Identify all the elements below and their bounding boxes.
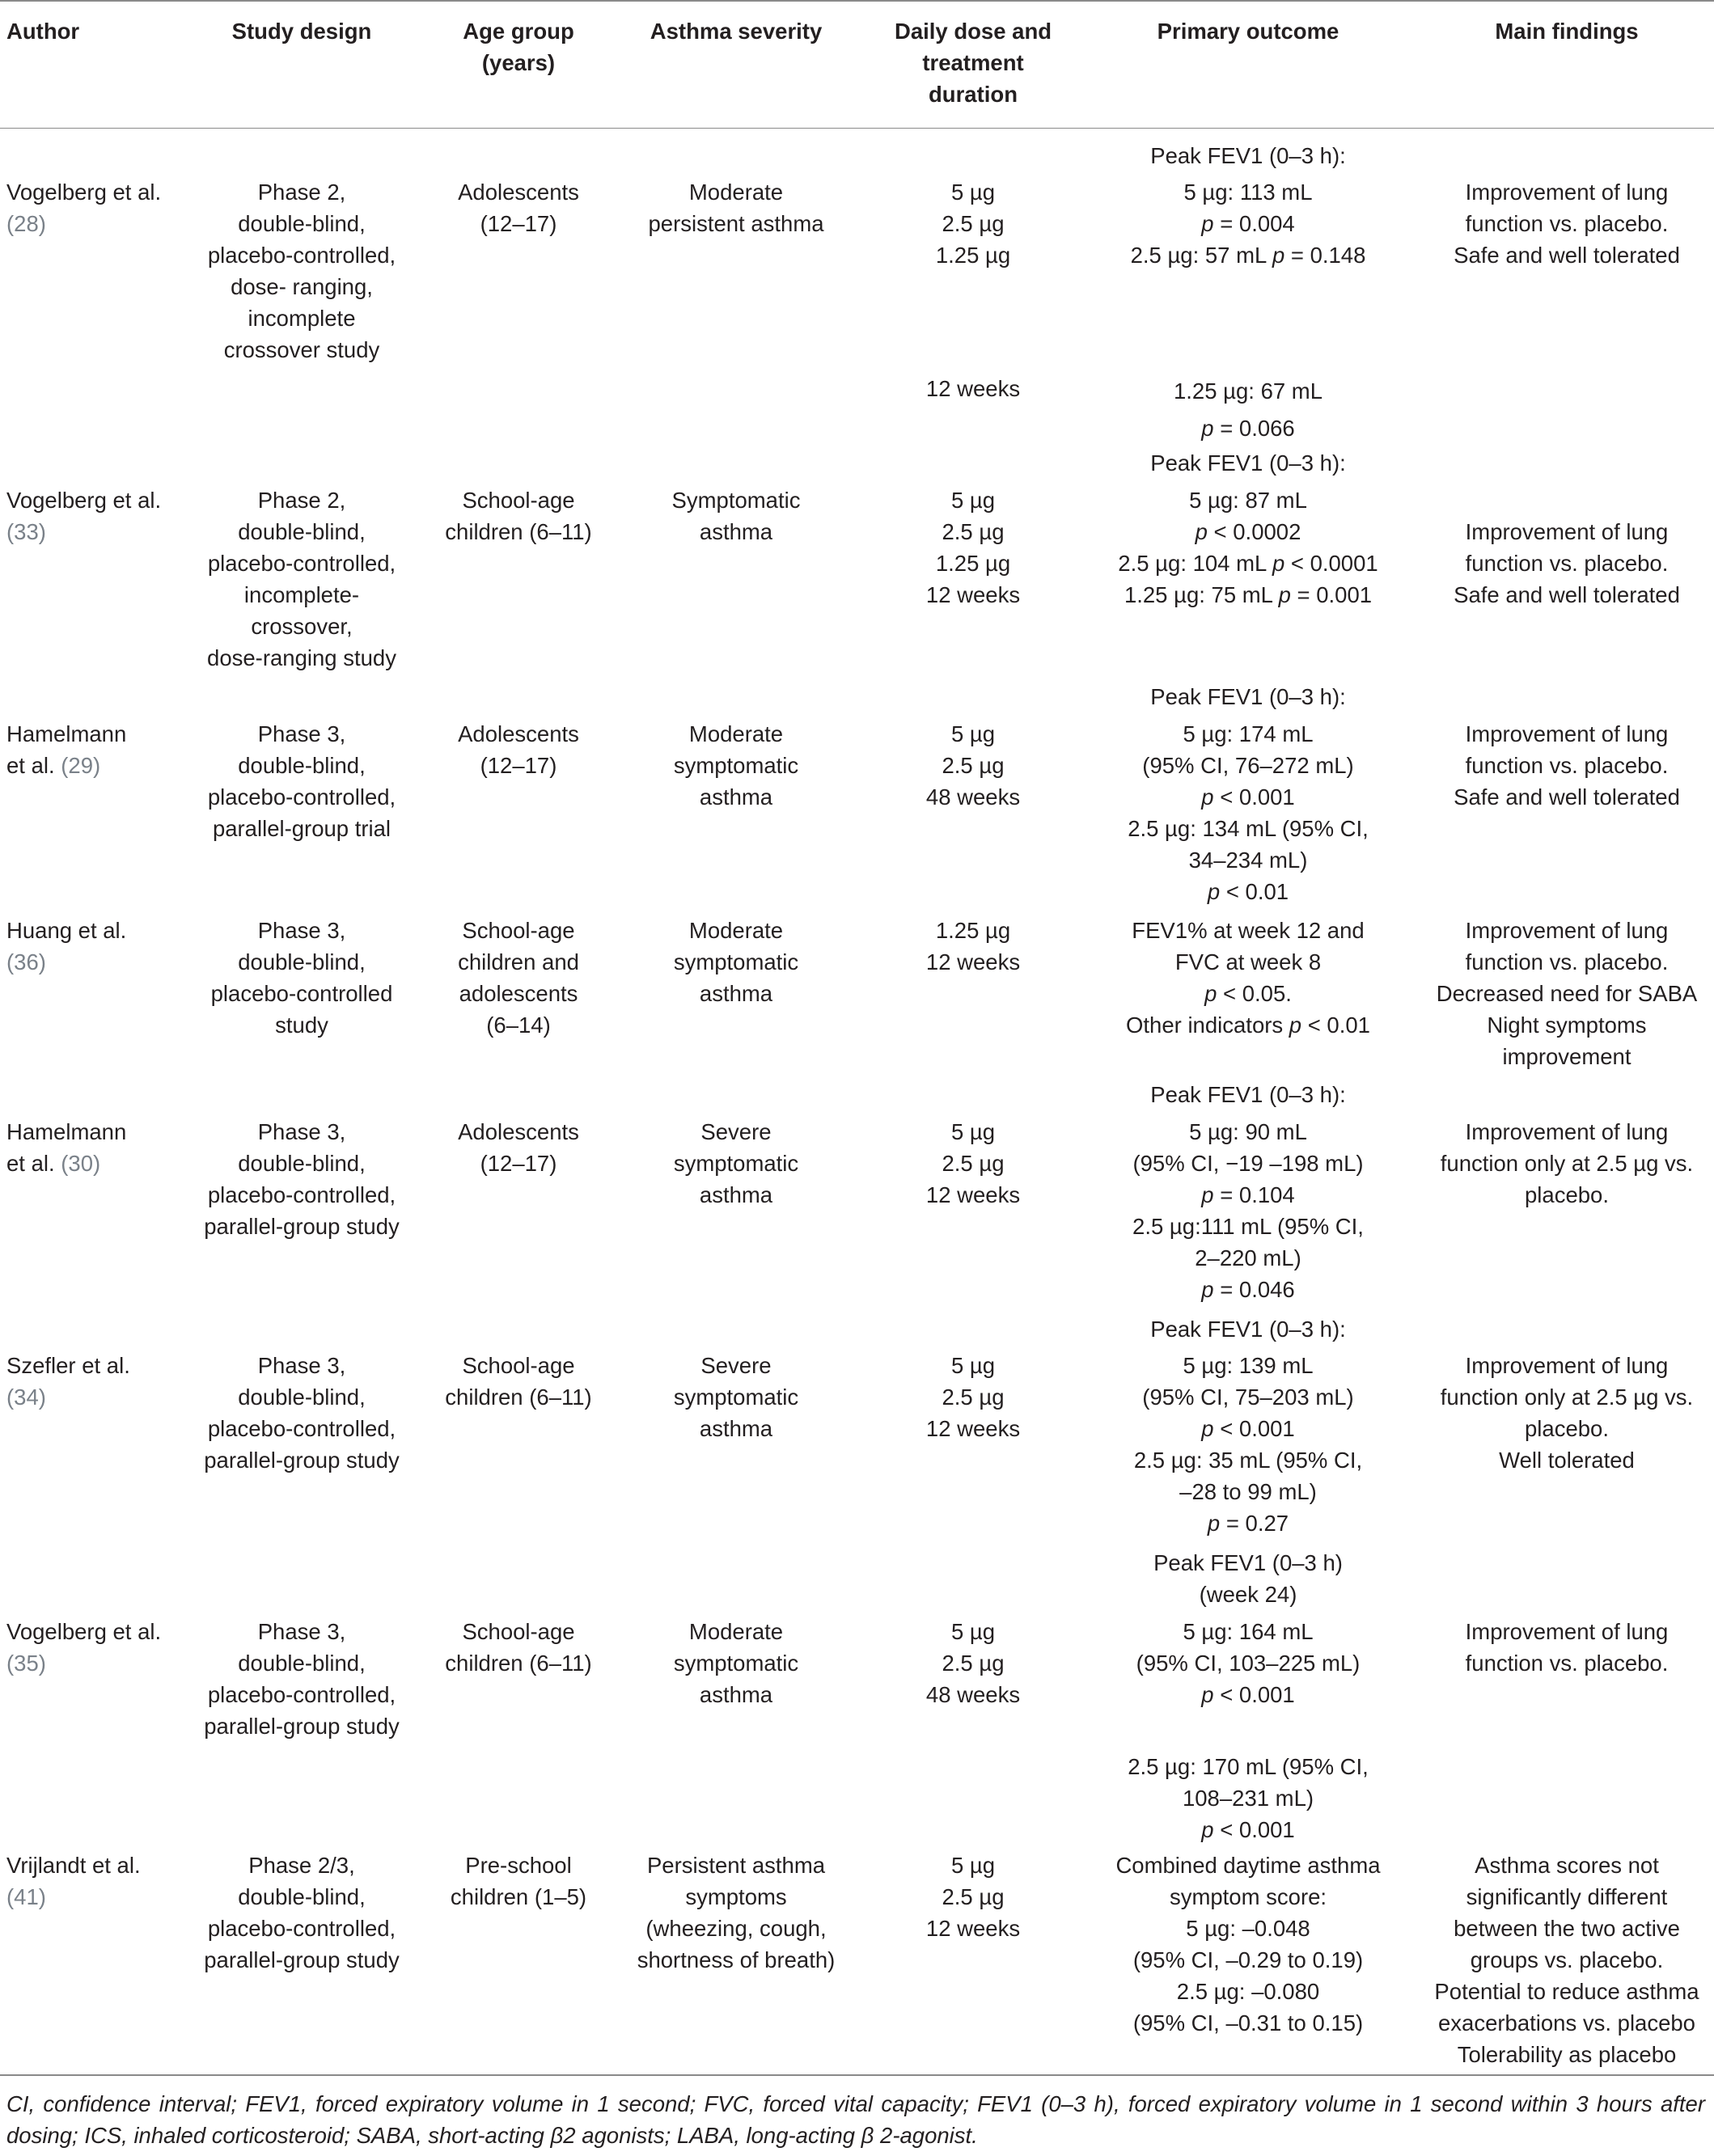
cell-author: Vogelberg et al. (35): [6, 1619, 162, 1676]
cell-outcome: 5 µg: 164 mL (95% CI, 103–225 mL) p < 0.001: [1136, 1619, 1361, 1707]
cell-dose: 5 µg 2.5 µg 12 weeks: [925, 1353, 1021, 1441]
cell-age: Adolescents (12–17): [458, 1119, 579, 1176]
cell-design: Phase 3, double-blind, placebo-controlled, parallel-group study: [204, 1353, 400, 1473]
cell-outcome: 5 µg: 113 mL p = 0.004 2.5 µg: 57 mL p = 0.148: [1130, 180, 1366, 268]
cell-severity: Severe symptomatic asthma: [673, 1119, 799, 1207]
cell-design: Phase 3, double-blind, placebo-controlled, parallel-group study: [204, 1119, 400, 1239]
cell-findings: Improvement of lung function vs. placebo. Safe and well tolerated: [1454, 180, 1680, 268]
cell-outcome: 5 µg: 87 mL p < 0.0002 2.5 µg: 104 mL p < 0.0001 1.25 µg: 75 mL p = 0.001: [1118, 488, 1378, 607]
cell-dose: 5 µg 2.5 µg 48 weeks: [925, 721, 1021, 810]
reference-link[interactable]: (35): [6, 1651, 46, 1676]
cell-findings: Improvement of lung function vs. placebo. Decreased need for SABA Night symptoms improvement: [1436, 918, 1698, 1069]
cell-outcome: FEV1% at week 12 and FVC at week 8 p < 0.05. Other indicators p < 0.01: [1126, 918, 1370, 1038]
cell-dose: 5 µg 2.5 µg 1.25 µg 12 weeks: [925, 488, 1021, 607]
bottom-rule: [0, 2074, 1714, 2076]
cell-outcome: 5 µg: 139 mL (95% CI, 75–203 mL) p < 0.001 2.5 µg: 35 mL (95% CI, –28 to 99 mL) p = 0.27: [1133, 1353, 1363, 1536]
reference-link[interactable]: (28): [6, 211, 46, 236]
header-design: Study design: [231, 19, 372, 44]
cell-outcome-head: Peak FEV1 (0–3 h):: [1150, 450, 1346, 476]
cell-dose: 1.25 µg 12 weeks: [925, 918, 1021, 974]
cell-outcome: 5 µg: 90 mL (95% CI, −19 –198 mL) p = 0.104 2.5 µg:111 mL (95% CI, 2–220 mL) p = 0.046: [1132, 1119, 1364, 1302]
cell-dose: 5 µg 2.5 µg 1.25 µg: [935, 180, 1011, 268]
cell-findings: Improvement of lung function only at 2.5 µg vs. placebo.: [1440, 1119, 1694, 1207]
cell-age: School-age children (6–11): [445, 488, 592, 544]
cell-author: Szefler et al. (34): [6, 1353, 130, 1410]
cell-author: Hamelmann et al. (30): [6, 1119, 127, 1176]
cell-author: Huang et al. (36): [6, 918, 127, 974]
header-severity: Asthma severity: [650, 19, 823, 44]
cell-findings: Improvement of lung function vs. placebo. Safe and well tolerated: [1454, 721, 1680, 810]
reference-link[interactable]: (34): [6, 1384, 46, 1410]
cell-dose: 5 µg 2.5 µg 48 weeks: [925, 1619, 1021, 1707]
cell-outcome-extra: 2.5 µg: 170 mL (95% CI, 108–231 mL) p < 0.001: [1128, 1754, 1369, 1842]
cell-author: Vogelberg et al. (33): [6, 488, 162, 544]
reference-link[interactable]: (41): [6, 1884, 46, 1909]
cell-severity: Moderate symptomatic asthma: [673, 721, 799, 810]
cell-outcome: 5 µg: 174 mL (95% CI, 76–272 mL) p < 0.001 2.5 µg: 134 mL (95% CI, 34–234 mL) p < 0.01: [1128, 721, 1369, 904]
cell-severity: Moderate symptomatic asthma: [673, 918, 799, 1006]
cell-dose: 5 µg 2.5 µg 12 weeks: [925, 1853, 1021, 1941]
cell-severity: Moderate persistent asthma: [648, 180, 824, 236]
cell-outcome-head: Peak FEV1 (0–3 h) (week 24): [1153, 1550, 1343, 1607]
header-findings: Main findings: [1495, 19, 1639, 44]
cell-design: Phase 2, double-blind, placebo-controlled, dose- ranging, incomplete crossover study: [207, 180, 396, 362]
cell-age: School-age children (6–11): [445, 1619, 592, 1676]
cell-age: School-age children (6–11): [445, 1353, 592, 1410]
cell-design: Phase 3, double-blind, placebo-controlled study: [210, 918, 393, 1038]
table-footnote: CI, confidence interval; FEV1, forced expiratory volume in 1 second; FVC, forced vital capacity; FEV1 (0–3 h), forced expiratory volume in 1 second within 3 hours after dosing; ICS, inhaled corticosteroid; SABA, short-acting β2 agonists; LABA, long-acting β 2-agonist.: [6, 2091, 1705, 2148]
reference-link[interactable]: (30): [61, 1151, 101, 1176]
cell-age: Adolescents (12–17): [458, 180, 579, 236]
cell-author: Vrijlandt et al. (41): [6, 1853, 141, 1909]
cell-outcome-head: Peak FEV1 (0–3 h):: [1150, 143, 1346, 168]
reference-link[interactable]: (36): [6, 949, 46, 974]
cell-severity: Symptomatic asthma: [671, 488, 801, 544]
cell-dose-extra: 12 weeks: [925, 376, 1021, 401]
header-outcome: Primary outcome: [1157, 19, 1339, 44]
cell-severity: Moderate symptomatic asthma: [673, 1619, 799, 1707]
cell-dose: 5 µg 2.5 µg 12 weeks: [925, 1119, 1021, 1207]
cell-author: Vogelberg et al. (28): [6, 180, 162, 236]
cell-age: School-age children and adolescents (6–14): [458, 918, 579, 1038]
cell-design: Phase 2/3, double-blind, placebo-controlled, parallel-group study: [204, 1853, 400, 1972]
cell-findings: Improvement of lung function only at 2.5 µg vs. placebo. Well tolerated: [1440, 1353, 1694, 1473]
cell-outcome: Combined daytime asthma symptom score: 5 µg: –0.048 (95% CI, –0.29 to 0.19) 2.5 µg: –0.080 (95% CI, –0.31 to 0.15): [1115, 1853, 1381, 2036]
cell-design: Phase 3, double-blind, placebo-controlled, parallel-group trial: [207, 721, 396, 841]
cell-findings: Improvement of lung function vs. placebo. Safe and well tolerated: [1454, 519, 1680, 607]
cell-age: Adolescents (12–17): [458, 721, 579, 778]
cell-findings: Asthma scores not significantly different between the two active groups vs. placebo. Potential to reduce asthma exacerbations vs. placebo Tolerability as placebo: [1434, 1853, 1699, 2067]
cell-design: Phase 3, double-blind, placebo-controlled, parallel-group study: [204, 1619, 400, 1739]
cell-findings: Improvement of lung function vs. placebo.: [1465, 1619, 1669, 1676]
cell-severity: Severe symptomatic asthma: [673, 1353, 799, 1441]
header-rule: [0, 128, 1714, 129]
top-rule: [0, 0, 1714, 2]
reference-link[interactable]: (33): [6, 519, 46, 544]
cell-severity: Persistent asthma symptoms (wheezing, cough, shortness of breath): [637, 1853, 836, 1972]
header-age: Age group (years): [463, 19, 574, 75]
cell-outcome-head: Peak FEV1 (0–3 h):: [1150, 1082, 1346, 1107]
cell-age: Pre-school children (1–5): [450, 1853, 587, 1909]
cell-outcome-extra: 1.25 µg: 67 mL p = 0.066: [1173, 378, 1323, 441]
header-author: Author: [6, 19, 80, 44]
cell-outcome-head: Peak FEV1 (0–3 h):: [1150, 684, 1346, 709]
cell-design: Phase 2, double-blind, placebo-controlled, incomplete- crossover, dose-ranging study: [207, 488, 396, 670]
cell-author: Hamelmann et al. (29): [6, 721, 127, 778]
header-dose: Daily dose and treatment duration: [894, 19, 1052, 107]
cell-outcome-head: Peak FEV1 (0–3 h):: [1150, 1317, 1346, 1342]
reference-link[interactable]: (29): [61, 753, 101, 778]
